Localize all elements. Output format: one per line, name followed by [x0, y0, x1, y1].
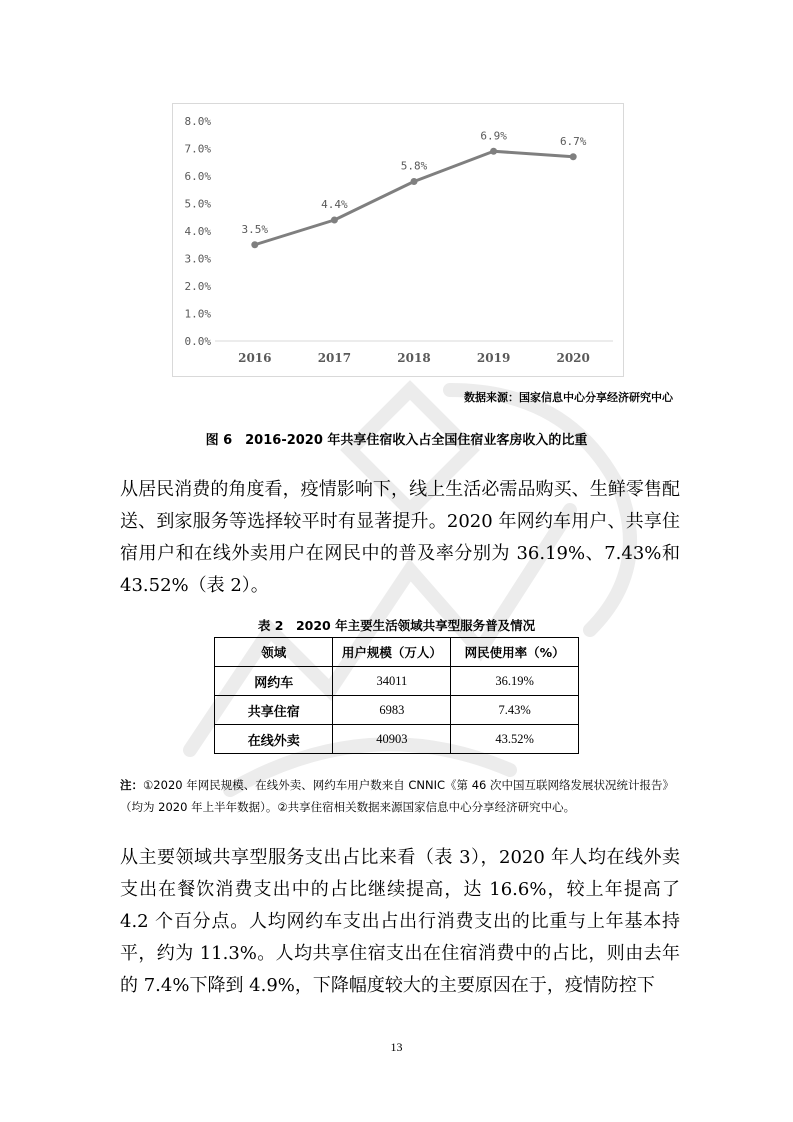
line-chart	[172, 103, 624, 377]
paragraph-2	[120, 842, 680, 1002]
cell-users: 6983	[333, 696, 451, 725]
y-tick-label: 3.0%	[184, 252, 211, 266]
x-tick-label: 2018	[397, 351, 431, 365]
table-caption: 表 2 2020 年主要生活领域共享型服务普及情况	[257, 618, 536, 633]
cell-field: 在线外卖	[215, 725, 333, 754]
chart-canvas	[173, 104, 623, 376]
data-source: 数据来源：国家信息中心分享经济研究中心	[464, 391, 673, 404]
x-tick-label: 2020	[556, 351, 590, 365]
data-label: 6.7%	[559, 134, 587, 148]
y-tick-label: 1.0%	[184, 307, 211, 321]
y-tick-label: 7.0%	[184, 142, 211, 156]
note-text: ①2020 年网民规模、在线外卖、网约车用户数来自 CNNIC《第 46 次中国互联网络发展状况统计报告》（均为 2020 年上半年数据）。②共享住宿相关数据来源国家信息中心分享经济研究中心。	[120, 778, 674, 814]
data-point	[490, 148, 497, 155]
x-tick-label: 2016	[238, 351, 272, 365]
y-tick-label: 4.0%	[184, 225, 211, 238]
paragraph-1	[120, 474, 680, 602]
paragraph-2-text: 从主要领域共享型服务支出占比来看（表 3），2020 年人均在线外卖支出在餐饮消费支出中的占比继续提高，达 16.6%，较上年提高了 4.2 个百分点。人均网约车支出占出行消费支出的比重与上年基本持平，约为 11.3%。人均共享住宿支出在住宿消费中的占比，则由去年的 7.4%下降到 4.9%，下降幅度较大的主要原因在于，疫情防控下	[120, 847, 680, 996]
cell-users: 40903	[333, 725, 451, 754]
data-point	[411, 178, 418, 185]
header-rate: 网民使用率（%）	[451, 638, 579, 667]
data-point	[251, 241, 258, 248]
header-users: 用户规模（万人）	[333, 638, 451, 667]
y-tick-label: 0.0%	[184, 335, 211, 348]
y-tick-label: 2.0%	[184, 280, 211, 293]
data-point	[331, 217, 338, 224]
figure-caption: 图 6 2016-2020 年共享住宿收入占全国住宿业客房收入的比重	[205, 433, 588, 448]
cell-field: 网约车	[215, 667, 333, 696]
header-field: 领域	[215, 638, 333, 667]
table-row	[215, 696, 579, 725]
x-tick-label: 2017	[317, 351, 352, 365]
data-label: 5.8%	[400, 159, 428, 173]
data-label: 3.5%	[241, 222, 269, 236]
cell-rate: 7.43%	[451, 696, 579, 725]
cell-users: 34011	[333, 667, 451, 696]
y-tick-label: 6.0%	[184, 170, 211, 183]
note-label: 注：	[120, 778, 143, 792]
table-row	[215, 667, 579, 696]
data-label: 6.9%	[480, 129, 507, 143]
y-tick-label: 8.0%	[184, 115, 211, 128]
data-point	[570, 153, 577, 160]
paragraph-1-text: 从居民消费的角度看，疫情影响下，线上生活必需品购买、生鲜零售配送、到家服务等选择较平时有显著提升。2020 年网约车用户、共享住宿用户和在线外卖用户在网民中的普及率分别为 36.19%、7.43%和 43.52%（表 2）。	[120, 479, 680, 596]
x-tick-label: 2019	[476, 351, 511, 365]
data-label: 4.4%	[321, 198, 348, 211]
table-header-row	[215, 638, 579, 667]
y-tick-label: 5.0%	[184, 197, 211, 211]
cell-field: 共享住宿	[215, 696, 333, 725]
table-row	[215, 725, 579, 754]
cell-rate: 43.52%	[451, 725, 579, 754]
page-number: 13	[390, 1040, 403, 1054]
sharing-services-table	[214, 637, 579, 754]
table-note	[120, 774, 680, 818]
cell-rate: 36.19%	[451, 667, 579, 696]
